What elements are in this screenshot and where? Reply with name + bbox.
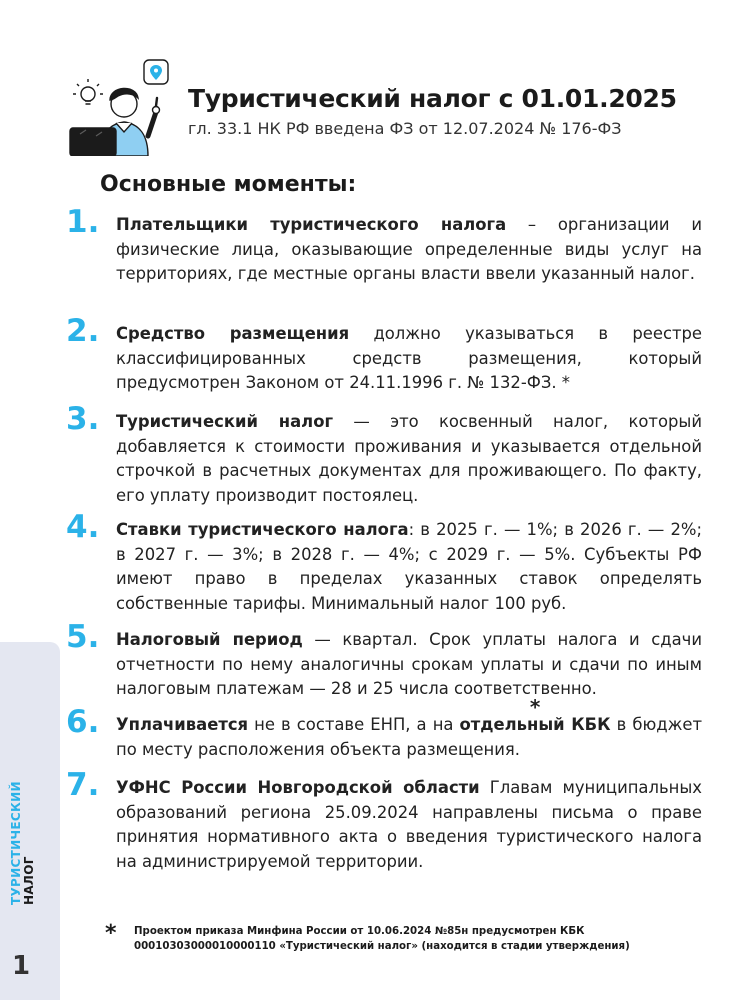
footnote-star: * [529,695,541,719]
kbk-emphasis [459,695,611,734]
item-bold-lead: Уплачивается [116,715,249,734]
item-number: 5. [66,619,100,655]
list-item [66,313,702,396]
page-number: 1 [12,951,31,981]
side-tab-line2: НАЛОГ [22,856,36,905]
section-heading: Основные моменты: [100,172,357,197]
item-text [116,776,702,874]
item-body: – организации и физические лица, оказывающие определенные виды услуг на территориях, где местные органы власти ввели указанный налог. [116,215,702,284]
item-number: 6. [66,704,100,740]
list-item [66,619,702,702]
location-pin-icon [144,60,168,84]
item-body: должно указываться в реестре классифицированных средств размещения, который предусмотрен Законом от 24.11.1996 г. № 132-ФЗ. * [116,324,702,393]
item-body: — квартал. Срок уплаты налога и сдачи отчетности по нему аналогичны срокам уплаты и сдачи по иным налоговым платежам — 28 и 25 числа соответственно. [116,630,702,699]
item-number: 2. [66,313,100,349]
item-number: 3. [66,401,100,437]
item-text [116,518,702,616]
list-item [66,204,702,287]
item-body-end: в бюджет по месту расположения объекта размещения. [116,715,703,759]
item-number: 7. [66,767,100,803]
item-text [116,322,702,396]
lightbulb-icon [73,79,103,104]
side-tab-line1: ТУРИСТИЧЕСКИЙ [9,781,23,905]
item-text [116,410,702,508]
item-text [116,695,703,762]
header-illustration [66,56,178,156]
list-item [66,401,702,508]
list-item [66,695,703,762]
item-bold-lead: Ставки туристического налога [116,520,409,539]
item-bold-lead: Налоговый период [116,630,303,649]
item-bold-lead: Плательщики туристического налога [116,215,507,234]
item-body: не в составе ЕНП, а на [248,715,460,734]
item-body: : в 2025 г. — 1%; в 2026 г. — 2%; в 2027 г. — 3%; в 2028 г. — 4%; с 2029 г. — 5%. Субъекты РФ имеют право в пределах указанных ставок определять собственные тарифы. Минимальный налог 100 руб. [116,520,703,613]
item-bold-lead: Средство размещения [116,324,350,343]
item-bold-lead: Туристический налог [116,412,334,431]
list-item [66,767,702,874]
footnote-mark: * [105,921,117,946]
item-text [116,213,702,287]
footnote-text: Проектом приказа Минфина России от 10.06.2024 №85н предусмотрен КБК 00010303000010000110 «Туристический налог» (находится в стадии утверждения) [134,926,630,952]
side-tab-label [10,781,36,905]
kbk-text: отдельный КБК [459,715,611,734]
item-bold-lead: УФНС России Новгородской области [116,778,480,797]
item-body: Главам муниципальных образований региона 25.09.2024 направлены письма о праве принятия нормативного акта о введения туристического налога на администрируемой территории. [116,778,702,871]
page-title: Туристический налог с 01.01.2025 [188,84,677,113]
list-item [66,509,703,616]
item-text [116,628,702,702]
item-body: — это косвенный налог, который добавляется к стоимости проживания и указывается отдельной строчкой в расчетных документах для проживающего. По факту, его уплату производит постоялец. [116,412,702,505]
page-subtitle: гл. 33.1 НК РФ введена ФЗ от 12.07.2024 № 176-ФЗ [188,119,622,138]
item-number: 1. [66,204,100,240]
item-number: 4. [66,509,100,545]
